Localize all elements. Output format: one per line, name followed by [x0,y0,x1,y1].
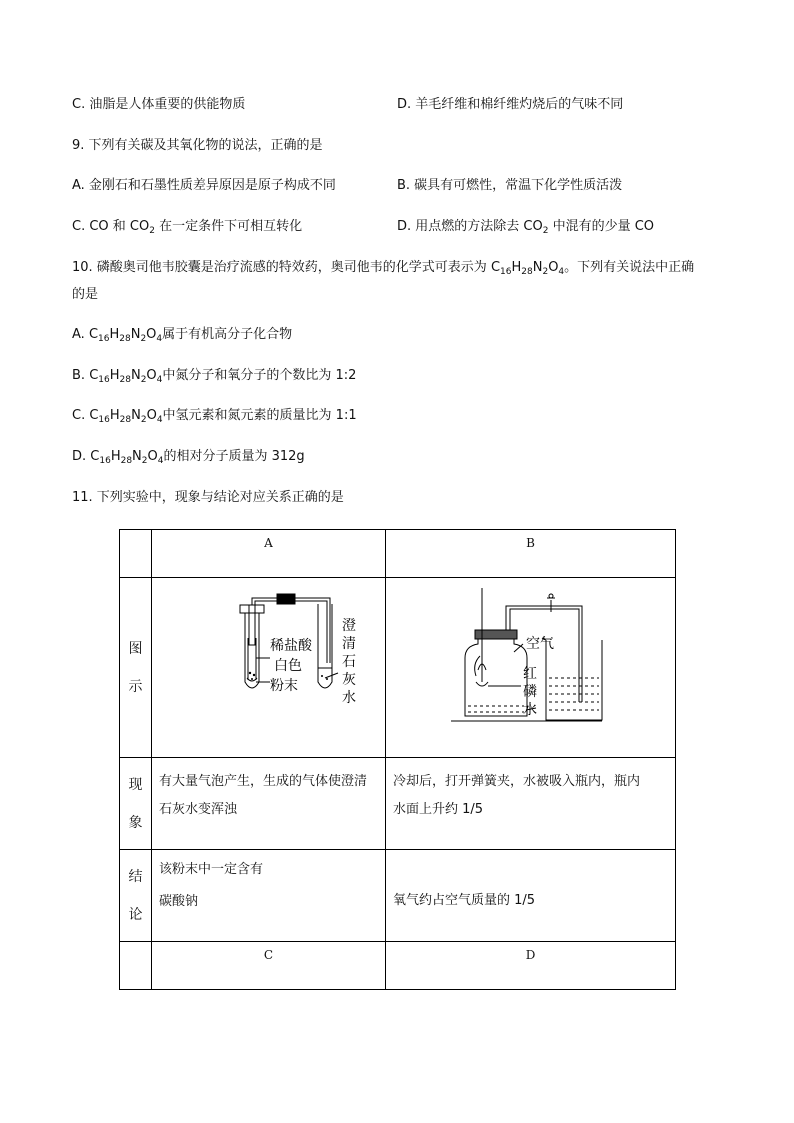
q8-option-d: D. 羊毛纤维和棉纤维灼烧后的气味不同 [397,97,624,112]
label-red-1: 红 [523,666,537,682]
label-water: 水 [523,702,537,718]
figure-b-cell [386,578,676,758]
q10-option-b: B. $C_{16}H_{28}N_2O_4$中氮分子和氧分子的个数比为 1:2 [72,368,357,385]
label-air: 空气 [526,636,554,652]
header-b: B [386,530,676,578]
q9-option-b: B. 碳具有可燃性，常温下化学性质活泼 [397,178,623,193]
q8-option-c: C. 油脂是人体重要的供能物质 [72,97,246,112]
corner-cell [120,530,152,578]
q11-table [119,529,676,990]
header-d: D [386,942,676,990]
q9-stem: 9. 下列有关碳及其氧化物的说法，正确的是 [72,138,323,153]
figure-a-apparatus [152,578,386,753]
row-label-conclusion: 结 论 [120,850,152,942]
figure-a-cell [152,578,386,758]
q9-option-c: C. CO 和 $CO_2$ 在一定条件下可相互转化 [72,219,303,236]
label-lime-1: 澄 [342,618,356,634]
conclusion-b: 氧气约占空气质量的 1/5 [386,850,676,942]
q10-option-c: C. $C_{16}H_{28}N_2O_4$中氢元素和氮元素的质量比为 1:1 [72,408,357,425]
q10-stem-line2: 的是 [72,287,99,302]
conclusion-a: 该粉末中一定含有 碳酸钠 [152,850,386,942]
label-acid: 稀盐酸 [270,638,312,654]
label-red-2: 磷 [523,684,537,700]
label-lime-2: 清 [342,636,356,652]
q9-option-d: D. 用点燃的方法除去 $CO_2$ 中混有的少量 CO [397,219,655,236]
label-lime-3: 石 [342,654,356,670]
label-powder: 粉末 [270,678,298,694]
label-lime-5: 水 [342,690,356,706]
label-lime-4: 灰 [342,672,356,688]
corner-cell-2 [120,942,152,990]
row-label-phenomenon: 现 象 [120,758,152,850]
q11-stem: 11. 下列实验中，现象与结论对应关系正确的是 [72,490,344,505]
phenomenon-b: 冷却后，打开弹簧夹，水被吸入瓶内，瓶内 水面上升约 1/5 [386,758,676,850]
label-white: 白色 [274,658,302,674]
phenomenon-a: 有大量气泡产生，生成的气体使澄清 石灰水变浑浊 [152,758,386,850]
row-label-figure: 图 示 [120,578,152,758]
header-a: A [152,530,386,578]
q10-option-a: A. $C_{16}H_{28}N_2O_4$属于有机高分子化合物 [72,327,293,344]
q10-stem-line1: 10. 磷酸奥司他韦胶囊是治疗流感的特效药，奥司他韦的化学式可表示为 $C_{16}H_{28}N_2O_4$。下列有关说法中正确 [72,260,695,277]
q10-option-d: D. $C_{16}H_{28}N_2O_4$的相对分子质量为 312g [72,449,305,466]
q9-option-a: A. 金刚石和石墨性质差异原因是原子构成不同 [72,178,336,193]
header-c: C [152,942,386,990]
figure-b-apparatus [386,578,676,753]
